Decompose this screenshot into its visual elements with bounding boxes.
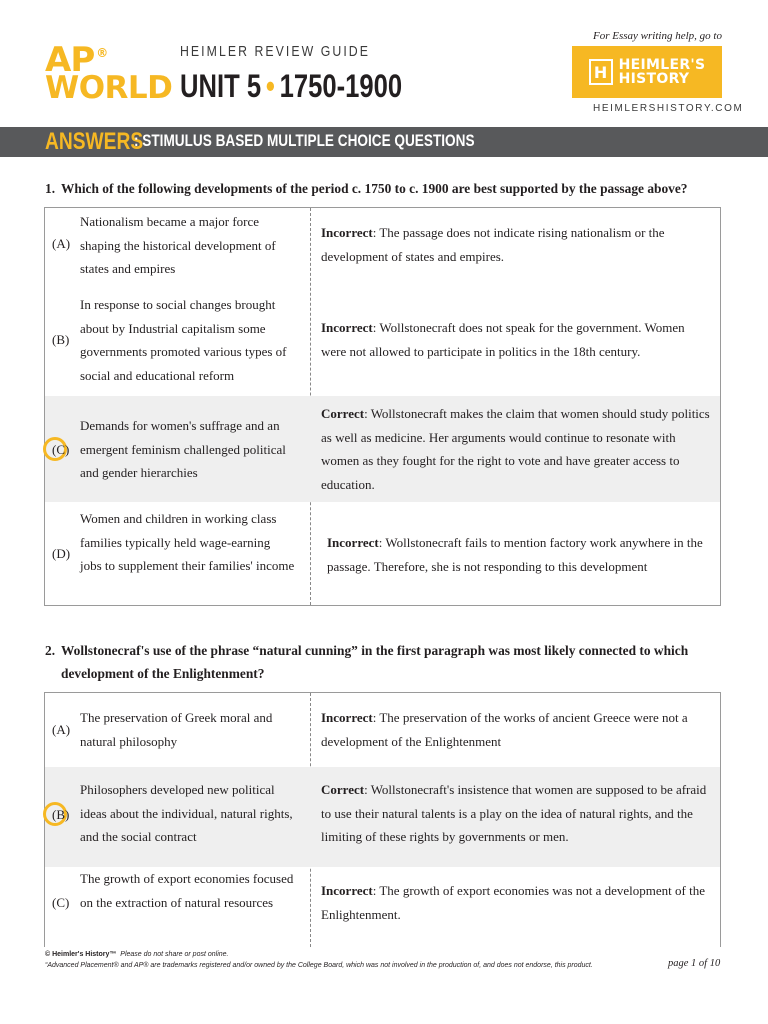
answer-row <box>45 502 720 605</box>
brand-wordmark: HEIMLER'S HISTORY <box>618 57 706 87</box>
h-logo-icon: H <box>589 59 613 85</box>
option-letter: (B) <box>52 807 70 822</box>
option-letter: (D) <box>52 546 71 561</box>
option-letter: (B) <box>52 332 70 347</box>
option-letter: (A) <box>52 722 71 737</box>
option-text: Nationalism became a major force shaping the historical development of states and empires <box>80 214 276 276</box>
verdict-label: Incorrect <box>321 883 373 898</box>
ap-world-logo: AP ® WORLD <box>45 40 173 107</box>
verdict-label: Incorrect <box>321 320 373 335</box>
verdict-label: Incorrect <box>327 535 379 550</box>
option-text: Philosophers developed new political ideas about the individual, natural rights, and the social contract <box>80 782 293 844</box>
heimlers-history-logo[interactable] <box>572 46 722 98</box>
explanation: Incorrect: Wollstonecraft does not speak for the government. Women were not allowed to participate in politics in the 18th century. <box>321 320 685 359</box>
verdict-label: Correct <box>321 406 365 421</box>
option-text: In response to social changes brought about by Industrial capitalism some governments promoted various types of social and educational reform <box>80 297 287 383</box>
unit-years: 1750-1900 <box>279 68 403 104</box>
essay-help-note: For Essay writing help, go to <box>593 30 722 42</box>
option-letter: (C) <box>52 442 70 457</box>
page-title <box>180 68 402 105</box>
banner-subtitle: : STIMULUS BASED MULTIPLE CHOICE QUESTIONS <box>134 131 475 150</box>
answer-row <box>45 208 720 286</box>
explanation: Incorrect: The passage does not indicate rising nationalism or the development of states and empires. <box>321 225 665 264</box>
copyright-line: © Heimler's History™ Please do not share or post online. <box>45 951 229 958</box>
explanation: Incorrect: The growth of export economies was not a development of the Enlightenment. <box>321 883 705 922</box>
trademark-notice: “Advanced Placement® and AP® are trademarks registered and/or owned by the College Board, which was not involved in the production of, and does not endorse, this product. <box>45 962 593 969</box>
verdict-label: Incorrect <box>321 710 373 725</box>
banner-title: ANSWERS <box>45 128 144 155</box>
answers-banner <box>0 127 768 157</box>
answer-row <box>45 286 720 396</box>
answer-row <box>45 867 720 947</box>
question-text: Wollstonecraf's use of the phrase “natural cunning” in the first paragraph was most likely connected to which development of the Enlightenment? <box>61 643 689 681</box>
unit-separator: • <box>265 68 275 104</box>
question-2: 2. Wollstonecraf's use of the phrase “natural cunning” in the first paragraph was most likely connected to which development of the Enlightenment? <box>45 639 725 685</box>
explanation: Incorrect: The preservation of the works of ancient Greece were not a development of the Enlightenment <box>321 710 688 749</box>
option-text: The growth of export economies focused on the extraction of natural resources <box>80 871 294 910</box>
answer-table-1 <box>44 207 721 606</box>
option-text: Women and children in working class families typically held wage-earning jobs to supplement their families' income <box>80 511 295 573</box>
unit-label: UNIT 5 <box>180 68 262 104</box>
brand-url-link[interactable]: HEIMLERSHISTORY.COM <box>593 103 744 114</box>
explanation: Correct: Wollstonecraft makes the claim that women should study politics as well as medicine. Her arguments would continue to resonate with women as they fought for the right to vote and have greater access to education. <box>321 406 710 492</box>
explanation: Incorrect: Wollstonecraft fails to mention factory work anywhere in the passage. Therefore, she is not responding to this development <box>327 535 703 574</box>
answer-row-correct <box>45 396 720 502</box>
guide-label: HEIMLER REVIEW GUIDE <box>180 43 370 60</box>
option-letter: (A) <box>52 236 71 251</box>
verdict-label: Correct <box>321 782 365 797</box>
answer-row-correct <box>45 767 720 867</box>
verdict-label: Incorrect <box>321 225 373 240</box>
option-letter: (C) <box>52 895 70 910</box>
page-number: page 1 of 10 <box>668 958 721 969</box>
option-text: The preservation of Greek moral and natural philosophy <box>80 710 273 749</box>
answer-row <box>45 693 720 767</box>
explanation: Correct: Wollstonecraft's insistence that women are supposed to be afraid to use their natural talents is a play on the idea of natural rights, and the limiting of these rights by governments or men. <box>321 782 707 844</box>
option-text: Demands for women's suffrage and an emergent feminism challenged political and gender hierarchies <box>80 418 286 480</box>
answer-table-2 <box>44 692 721 947</box>
question-text: Which of the following developments of the period c. 1750 to c. 1900 are best supported by the passage above? <box>61 181 688 196</box>
question-1: 1. Which of the following developments of the period c. 1750 to c. 1900 are best supported by the passage above? <box>45 177 725 200</box>
